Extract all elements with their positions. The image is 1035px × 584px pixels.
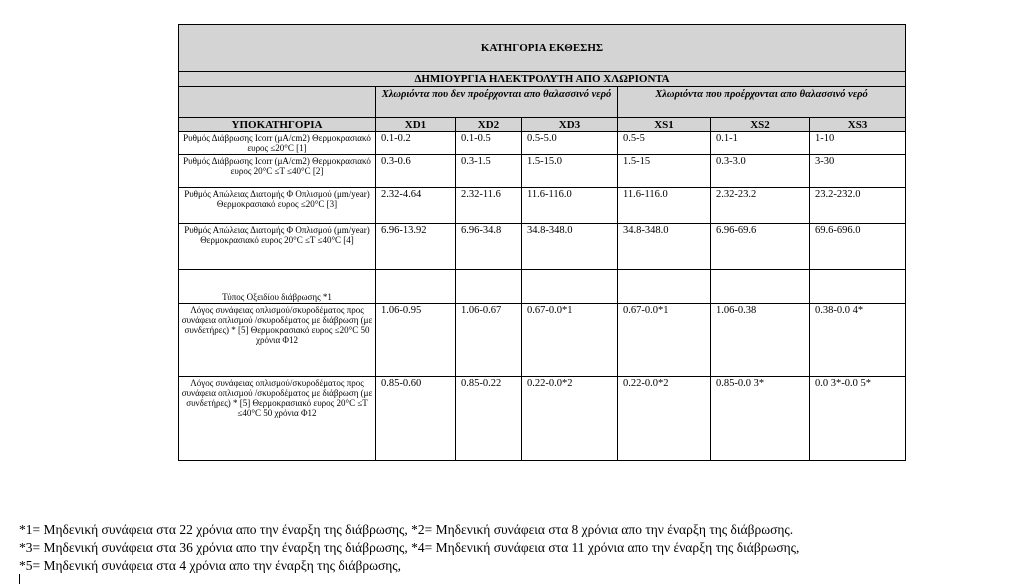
table-cell: 0.67-0.0*1 [522,304,618,377]
table-cell: 1.06-0.67 [456,304,522,377]
table-cell [456,270,522,304]
col-header-xs1: XS1 [618,118,711,132]
table-cell: 2.32-11.6 [456,188,522,224]
row-label: Λόγος συνάφειας οπλισμού/σκυροδέματος προς συνάφεια οπλισμού /σκυροδέματος με διάβρωση (με συνδετήρες) * [5] Θερμοκρασιακό ευρος ≤20°C 50 χρόνια Φ12 [179,304,376,377]
table-cell: 0.3-1.5 [456,155,522,188]
col-header-xd3: XD3 [522,118,618,132]
table-cell: 2.32-4.64 [376,188,456,224]
table-cell: 0.1-0.2 [376,132,456,155]
table-cell [376,270,456,304]
table-cell: 0.85-0.22 [456,377,522,461]
table-cell: 0.85-0.0 3* [711,377,810,461]
table-cell: 11.6-116.0 [618,188,711,224]
row-label: Τύπος Οξειδίου διάβρωσης *1 [179,270,376,304]
table-cell: 0.22-0.0*2 [522,377,618,461]
table-cell: 0.1-1 [711,132,810,155]
table-cell: 1.06-0.38 [711,304,810,377]
table-subtitle: ΔΗΜΙΟΥΡΓΙΑ ΗΛΕΚΤΡΟΛΥΤΗ ΑΠΟ ΧΛΩΡΙΟΝΤΑ [179,72,906,87]
row-label: Ρυθμός Διάβρωσης Icorr (μA/cm2) Θερμοκρασιακό ευρος 20°C ≤T ≤40°C [2] [179,155,376,188]
exposure-category-table [178,24,906,461]
table-cell: 0.0 3*-0.0 5* [810,377,906,461]
table-cell: 2.32-23.2 [711,188,810,224]
table-row [179,224,906,270]
table-row [179,132,906,155]
footnote-line: *5= Μηδενική συνάφεια στα 4 χρόνια απο την έναρξη της διάβρωσης, [19,558,402,573]
table-cell: 0.5-5 [618,132,711,155]
row-label: Ρυθμός Απώλειας Διατομής Φ Οπλισμού (μm/year) Θερμοκρασιακό ευρος 20°C ≤T ≤40°C [4] [179,224,376,270]
table-row [179,188,906,224]
table-row [179,377,906,461]
table-cell [711,270,810,304]
table-cell [618,270,711,304]
footnote-line: *3= Μηδενική συνάφεια στα 36 χρόνια απο την έναρξη της διάβρωσης, *4= Μηδενική συνάφεια στα 11 χρόνια απο την έναρξη της διάβρωσης, [19,540,800,555]
table-cell: 1.06-0.95 [376,304,456,377]
table-cell: 6.96-69.6 [711,224,810,270]
col-header-xs2: XS2 [711,118,810,132]
table-title: ΚΑΤΗΓΟΡΙΑ ΕΚΘΕΣΗΣ [179,25,906,72]
row-label: Ρυθμός Απώλειας Διατομής Φ Οπλισμού (μm/year) Θερμοκρασιακό ευρος ≤20°C [3] [179,188,376,224]
group-non-sea-header: Χλωριόντα που δεν προέρχονται απο θαλασσινό νερό [376,87,618,118]
table-cell: 11.6-116.0 [522,188,618,224]
table-cell: 0.3-0.6 [376,155,456,188]
table-cell [810,270,906,304]
group-sea-header: Χλωριόντα που προέρχονται απο θαλασσινό νερό [618,87,906,118]
table-cell: 0.22-0.0*2 [618,377,711,461]
table-row [179,270,906,304]
table-cell: 0.5-5.0 [522,132,618,155]
table-cell: 1.5-15 [618,155,711,188]
footnotes [19,521,799,575]
table-cell: 0.3-3.0 [711,155,810,188]
table-row [179,155,906,188]
table-cell: 0.1-0.5 [456,132,522,155]
col-header-xd2: XD2 [456,118,522,132]
table-cell: 69.6-696.0 [810,224,906,270]
table-cell: 1-10 [810,132,906,155]
table-cell: 23.2-232.0 [810,188,906,224]
table-cell: 0.38-0.0 4* [810,304,906,377]
table-row [179,304,906,377]
subcategory-header: ΥΠΟΚΑΤΗΓΟΡΙΑ [179,118,376,132]
empty-header-cell [179,87,376,118]
col-header-xd1: XD1 [376,118,456,132]
row-label: Λόγος συνάφειας οπλισμού/σκυροδέματος προς συνάφεια οπλισμού /σκυροδέματος με διάβρωση (με συνδετήρες) * [5] Θερμοκρασιακό ευρος 20°C ≤T ≤40°C 50 χρόνια Φ12 [179,377,376,461]
table-cell: 34.8-348.0 [522,224,618,270]
col-header-xs3: XS3 [810,118,906,132]
table-cell: 6.96-13.92 [376,224,456,270]
table-cell: 6.96-34.8 [456,224,522,270]
footnote-line: *1= Μηδενική συνάφεια στα 22 χρόνια απο την έναρξη της διάβρωσης, *2= Μηδενική συνάφεια στα 8 χρόνια απο την έναρξη της διάβρωσης. [19,522,794,537]
row-label: Ρυθμός Διάβρωσης Icorr (μA/cm2) Θερμοκρασιακό ευρος ≤20°C [1] [179,132,376,155]
table-cell: 34.8-348.0 [618,224,711,270]
table-cell: 0.67-0.0*1 [618,304,711,377]
table-cell: 0.85-0.60 [376,377,456,461]
table-cell [522,270,618,304]
table-cell: 1.5-15.0 [522,155,618,188]
text-cursor [19,574,20,584]
table-cell: 3-30 [810,155,906,188]
